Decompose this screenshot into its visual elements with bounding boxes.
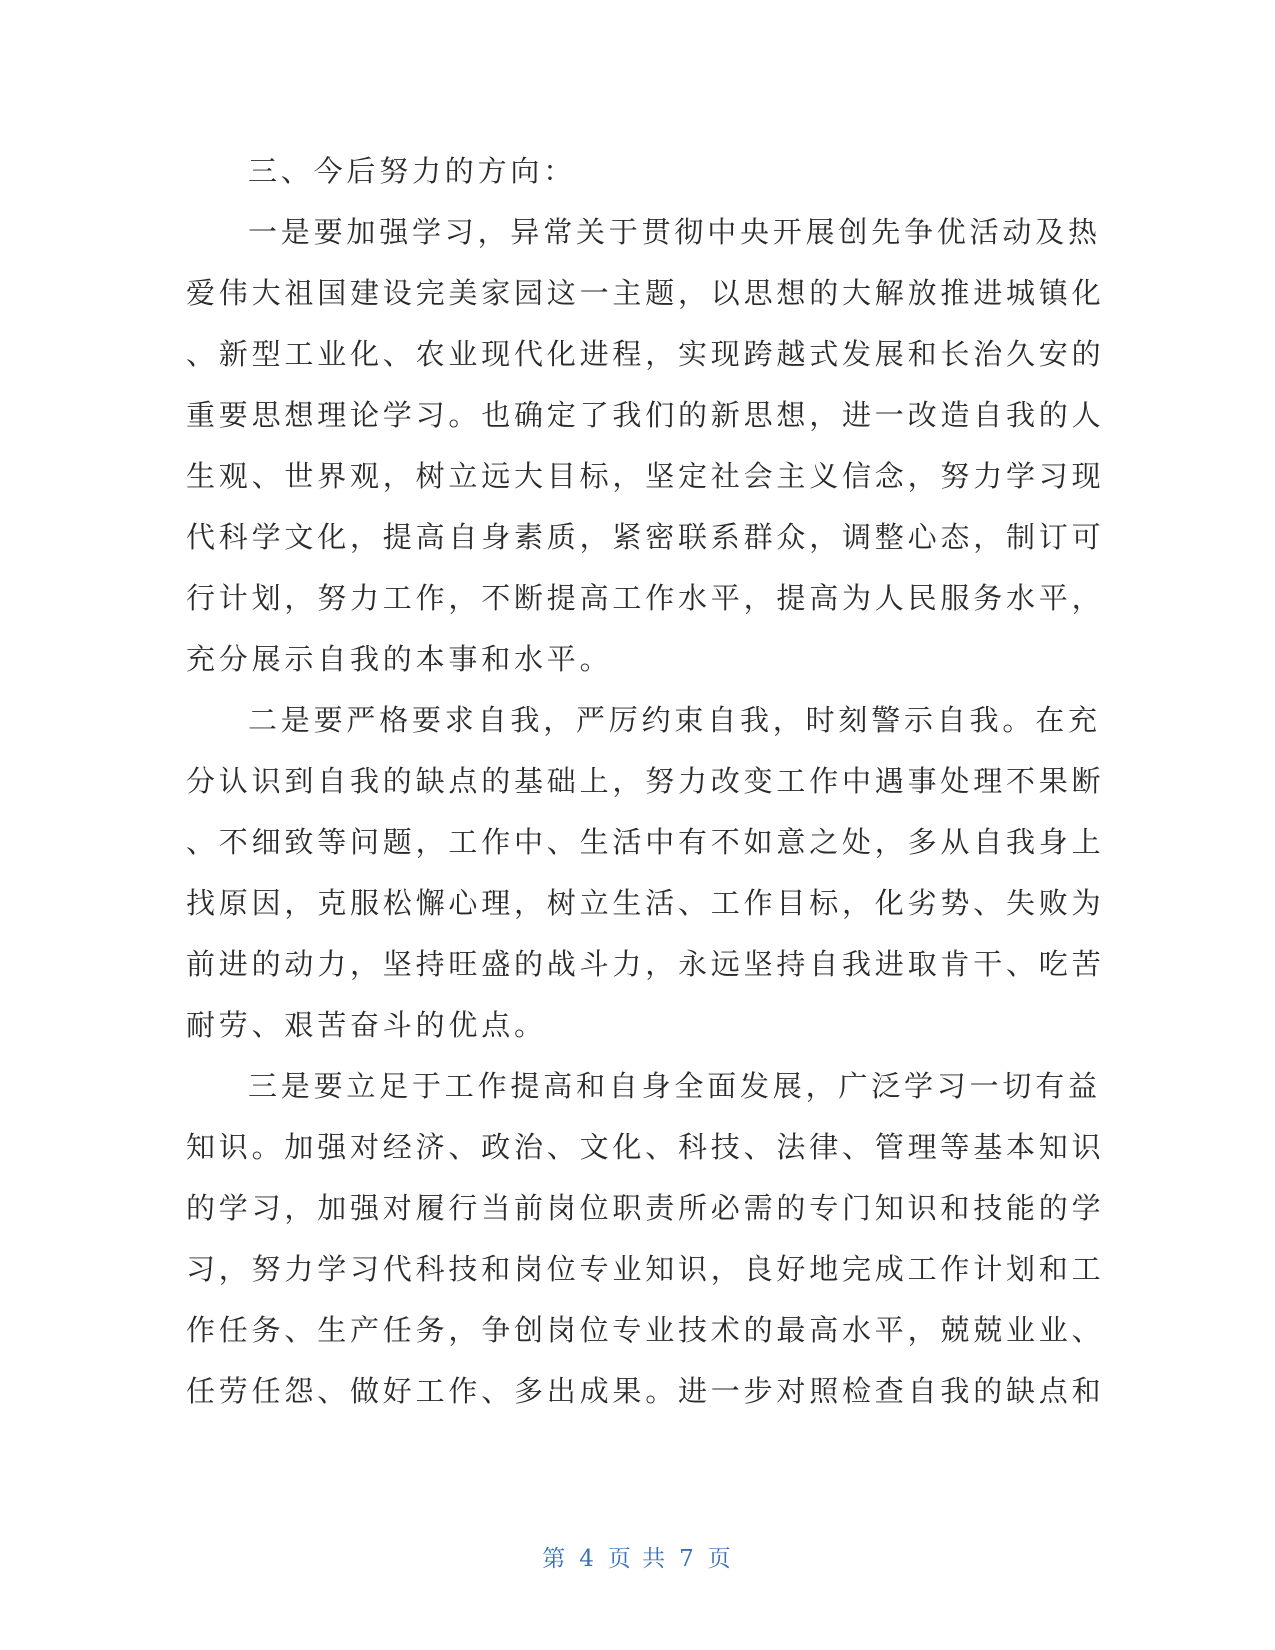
paragraph-1-line: 生观、世界观，树立远大目标，坚定社会主义信念，努力学习现 [186,459,1105,493]
paragraph-1-line: 充分展示自我的本事和水平。 [186,642,613,676]
paragraph-3-line: 的学习，加强对履行当前岗位职责所必需的专门知识和技能的学 [186,1191,1105,1225]
paragraph-1-line: 一是要加强学习，异常关于贯彻中央开展创先争优活动及热 [248,215,1101,249]
footer-page-number: 4 [579,1546,596,1572]
footer-middle: 页 共 [607,1546,668,1572]
paragraph-2-line: 耐劳、艰苦奋斗的优点。 [186,1008,547,1042]
footer-suffix: 页 [707,1546,733,1572]
paragraph-3-line: 任劳任怨、做好工作、多出成果。进一步对照检查自我的缺点和 [186,1374,1105,1408]
paragraph-1-line: 行计划，努力工作，不断提高工作水平，提高为人民服务水平， [186,581,1105,615]
paragraph-1-line: 爱伟大祖国建设完美家园这一主题，以思想的大解放推进城镇化 [186,276,1105,310]
paragraph-3-line: 知识。加强对经济、政治、文化、科技、法律、管理等基本知识 [186,1130,1105,1164]
paragraph-2-line: 前进的动力，坚持旺盛的战斗力，永远坚持自我进取肯干、吃苦 [186,947,1105,981]
paragraph-1-line: 、新型工业化、农业现代化进程，实现跨越式发展和长治久安的 [186,337,1105,371]
page-footer [0,1540,1275,1573]
document-body [186,141,1105,1422]
paragraph-1-line: 重要思想理论学习。也确定了我们的新思想，进一改造自我的人 [186,398,1105,432]
paragraph-3-line: 作任务、生产任务，争创岗位专业技术的最高水平，兢兢业业、 [186,1313,1105,1347]
paragraph-2-line: 找原因，克服松懈心理，树立生活、工作目标，化劣势、失败为 [186,886,1105,920]
paragraph-2-line: 分认识到自我的缺点的基础上，努力改变工作中遇事处理不果断 [186,764,1105,798]
section-heading: 三、今后努力的方向： [248,154,577,188]
footer-prefix: 第 [542,1546,568,1572]
paragraph-2-line: 、不细致等问题，工作中、生活中有不如意之处，多从自我身上 [186,825,1105,859]
paragraph-2-line: 二是要严格要求自我，严厉约束自我，时刻警示自我。在充 [248,703,1101,737]
footer-total-pages: 7 [679,1546,696,1572]
paragraph-3-line: 习，努力学习代科技和岗位专业知识，良好地完成工作计划和工 [186,1252,1105,1286]
paragraph-3-line: 三是要立足于工作提高和自身全面发展，广泛学习一切有益 [248,1069,1101,1103]
paragraph-1-line: 代科学文化，提高自身素质，紧密联系群众，调整心态，制订可 [186,520,1105,554]
